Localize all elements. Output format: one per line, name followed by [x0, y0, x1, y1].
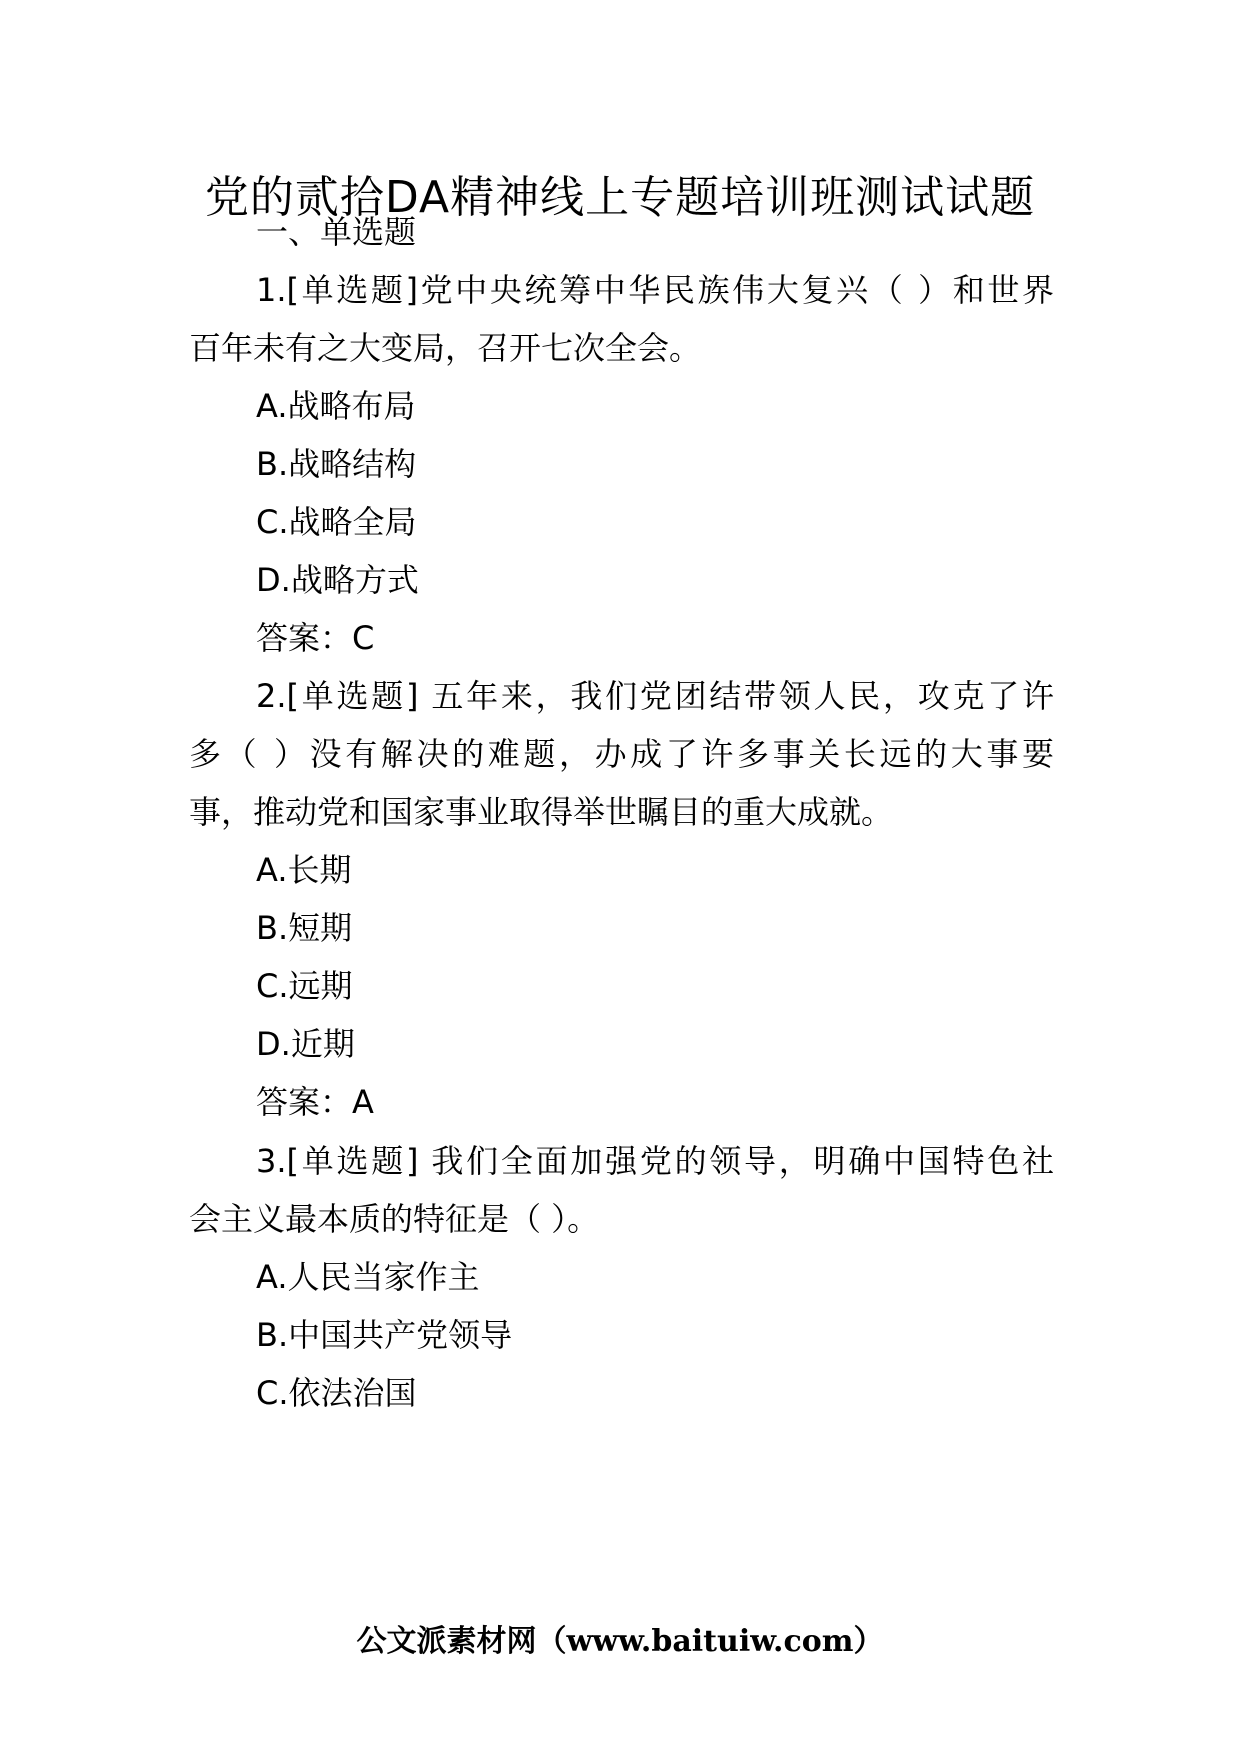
question-2-option-d: D.近期 [256, 1025, 355, 1063]
question-1-option-c: C.战略全局 [256, 503, 417, 541]
question-1-line-1: 1.[单选题]党中央统筹中华民族伟大复兴（ ）和世界 [256, 271, 1054, 309]
question-1-option-a: A.战略布局 [256, 387, 416, 425]
question-2-answer: 答案：A [256, 1083, 374, 1121]
question-1-option-d: D.战略方式 [256, 561, 419, 599]
question-2-line-2: 多（ ）没有解决的难题，办成了许多事关长远的大事要 [189, 735, 1054, 773]
question-3-line-1: 3.[单选题] 我们全面加强党的领导，明确中国特色社 [256, 1142, 1054, 1180]
question-2-option-b: B.短期 [256, 909, 353, 947]
section-heading: 一、单选题 [256, 213, 417, 251]
question-1-option-b: B.战略结构 [256, 445, 417, 483]
question-1-answer: 答案：C [256, 619, 375, 657]
question-2-line-3: 事，推动党和国家事业取得举世瞩目的重大成就。 [189, 793, 894, 831]
question-3-option-c: C.依法治国 [256, 1374, 417, 1412]
footer-source-link[interactable]: 公文派素材网（www.baituiw.com） [356, 1624, 884, 1659]
document-title: 党的贰拾DA精神线上专题培训班测试试题 [204, 172, 1036, 223]
question-2-option-a: A.长期 [256, 851, 352, 889]
question-3-line-2: 会主义最本质的特征是（ ）。 [189, 1200, 600, 1238]
question-1-line-2: 百年未有之大变局，召开七次全会。 [189, 329, 702, 367]
question-2-option-c: C.远期 [256, 967, 353, 1005]
question-3-option-b: B.中国共产党领导 [256, 1316, 513, 1354]
question-2-line-1: 2.[单选题] 五年来，我们党团结带领人民，攻克了许 [256, 677, 1054, 715]
question-3-option-a: A.人民当家作主 [256, 1258, 480, 1296]
